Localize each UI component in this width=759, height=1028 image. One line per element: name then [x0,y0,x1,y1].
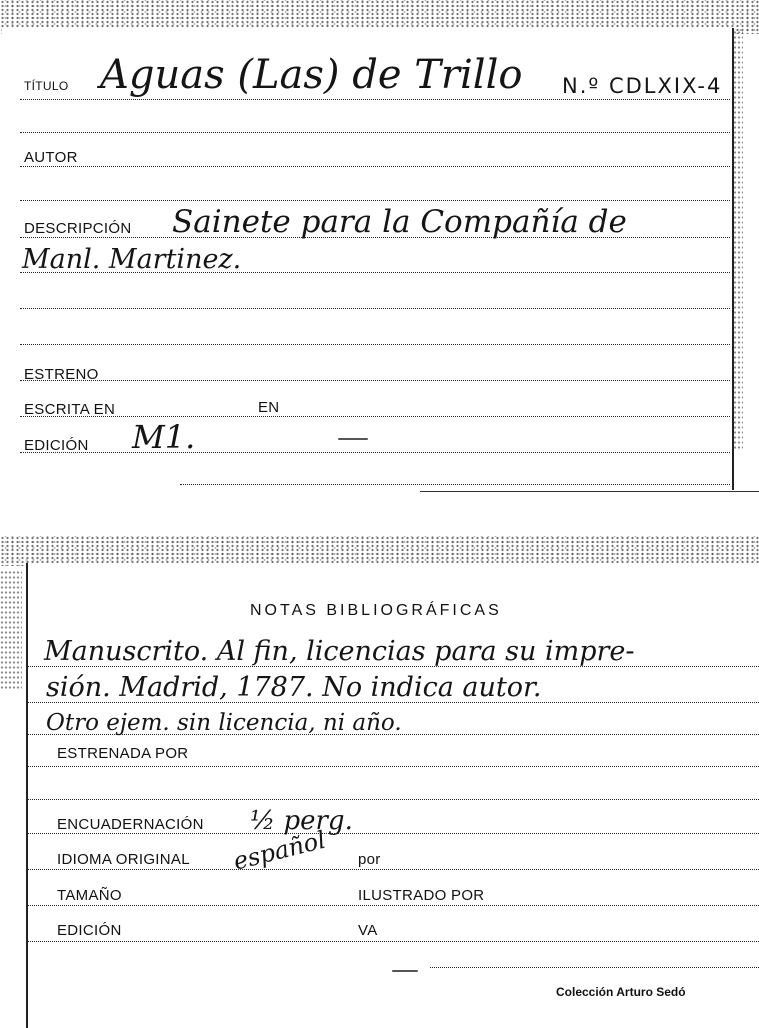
notas-heading: NOTAS BIBLIOGRÁFICAS [250,602,502,619]
en-label: EN [258,399,280,416]
estrenada-por-label: ESTRENADA POR [57,745,189,762]
encuadernacion-value: ½ perg. [250,806,353,836]
autor-label: AUTOR [24,149,78,166]
edicion-label: EDICIÓN [24,437,89,454]
scan-edge-middle [0,536,759,566]
collection-credit: Colección Arturo Sedó [556,985,686,999]
estreno-label: ESTRENO [24,366,99,383]
rule-line [28,905,759,906]
encuadernacion-label: ENCUADERNACIÓN [57,816,204,833]
catalog-card-bottom [26,563,759,1028]
card-edge-rule [420,491,759,492]
idioma-original-value: español [230,825,329,876]
rule-line [28,799,759,800]
numero-value: N.º CDLXIX-4 [562,74,723,98]
ink-smudge [338,438,368,440]
rule-line [20,380,730,381]
edicion-value: M1. [132,418,196,456]
rule-line [20,344,730,345]
rule-line [430,967,759,968]
scan-edge-left [0,570,22,690]
rule-line [180,484,730,485]
rule-line [28,869,759,870]
descripcion-value-line2: Manl. Martinez. [22,244,242,275]
rule-line [28,941,759,942]
scan-edge-right [733,30,743,450]
escrita-en-label: ESCRITA EN [24,401,116,418]
rule-line [20,166,730,167]
descripcion-value-line1: Sainete para la Compañía de [172,204,627,240]
por-label: por [358,851,381,868]
rule-line [28,833,759,834]
idioma-original-label: IDIOMA ORIGINAL [57,851,190,868]
notes-line-2: sión. Madrid, 1787. No indica autor. [46,672,542,703]
va-label: VA [358,922,378,939]
notes-line-3: Otro ejem. sin licencia, ni año. [46,710,402,736]
notes-line-1: Manuscrito. Al fin, licencias para su impre- [44,636,635,667]
edicion-bottom-label: EDICIÓN [57,922,122,939]
descripcion-label: DESCRIPCIÓN [24,220,132,237]
rule-line [20,132,730,133]
tamano-label: TAMAÑO [57,887,122,904]
rule-line [20,200,730,201]
rule-line [20,416,730,417]
rule-line [28,766,759,767]
ilustrado-por-label: ILUSTRADO POR [358,887,485,904]
rule-line [20,452,730,453]
titulo-label: TÍTULO [24,79,69,93]
titulo-value: Aguas (Las) de Trillo [100,52,523,98]
rule-line [20,99,730,100]
rule-line [20,308,730,309]
ink-smudge [392,970,418,972]
